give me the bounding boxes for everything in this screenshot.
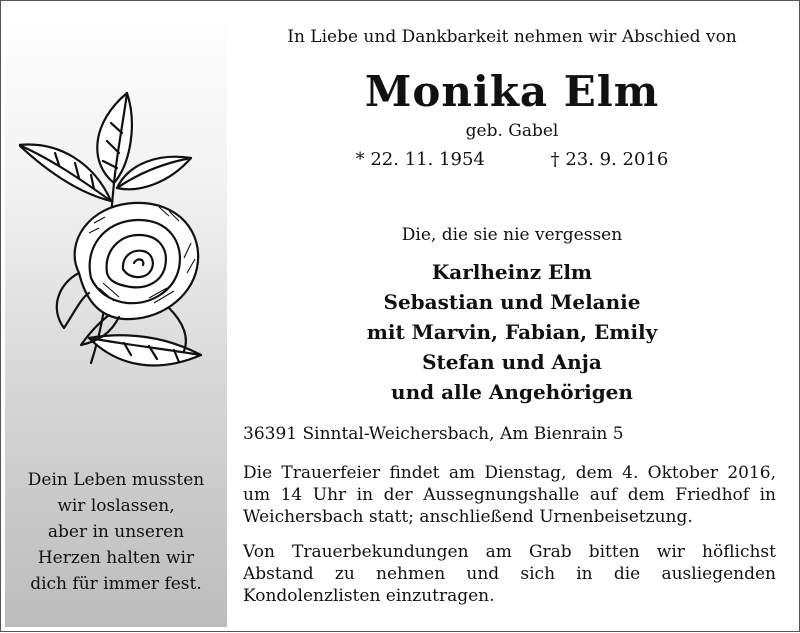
condolence-notice: Von Trauerbekundungen am Grab bitten wir höflichst Abstand zu nehmen und sich in die ausliegenden Kondolenzlisten einzutragen. [243, 542, 776, 606]
death-date: † 23. 9. 2016 [550, 149, 669, 170]
maiden-name: geb. Gabel [465, 121, 559, 141]
rose-icon [19, 83, 219, 383]
farewell-intro: In Liebe und Dankbarkeit nehmen wir Abschied von [287, 27, 737, 47]
funeral-notice: Die Trauerfeier findet am Dienstag, dem 4. Oktober 2016, um 14 Uhr in der Aussegnungshalle auf dem Friedhof in Weichersbach statt; anschließend Urnenbeisetzung. [243, 463, 776, 527]
mourners-intro: Die, die sie nie vergessen [401, 225, 623, 245]
main-content [227, 1, 797, 633]
life-dates [227, 149, 797, 170]
mourner-line: Karlheinz Elm [431, 260, 593, 284]
sidebar-panel [5, 5, 227, 627]
mourner-line: Stefan und Anja [422, 350, 602, 374]
mourner-line: und alle Angehörigen [391, 380, 633, 404]
verse-line: Dein Leben mussten [27, 470, 205, 490]
deceased-name: Monika Elm [364, 67, 660, 116]
verse-line: aber in unseren [47, 522, 185, 542]
verse-line: Herzen halten wir [37, 548, 195, 568]
mourner-line: mit Marvin, Fabian, Emily [366, 320, 658, 344]
address: 36391 Sinntal-Weichersbach, Am Bienrain 5 [243, 424, 624, 444]
mourner-line: Sebastian und Melanie [383, 290, 641, 314]
memorial-verse [5, 467, 227, 597]
verse-line: wir loslassen, [57, 496, 175, 516]
verse-line: dich für immer fest. [30, 574, 202, 594]
birth-date: * 22. 11. 1954 [355, 149, 485, 170]
mourners-list [227, 257, 797, 407]
